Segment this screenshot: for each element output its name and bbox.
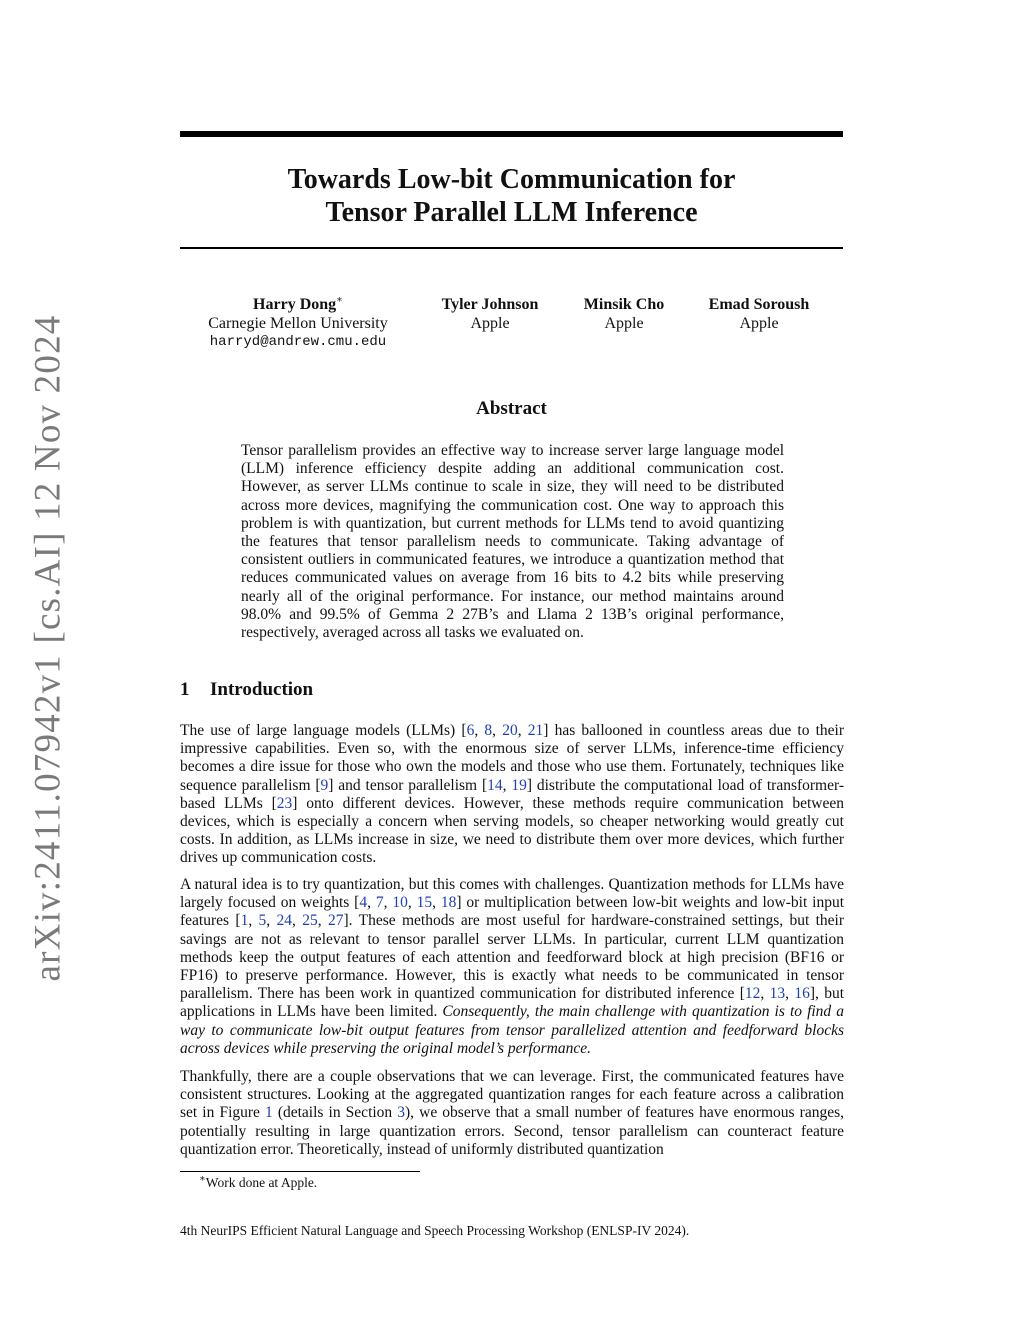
title-line-1: Towards Low-bit Communication for <box>287 164 736 195</box>
title-top-rule <box>180 131 843 137</box>
author-block-4 <box>689 295 829 333</box>
author-block-1 <box>203 295 393 352</box>
intro-paragraph-3: Thankfully, there are a couple observations that we can leverage. First, the communicated features have consistent structures. Looking at the aggregated quantization ranges for each feature across a calibration set in Figure 1 (details in Section 3), we observe that a small number of features have enormous ranges, potentially resulting in large quantization errors. Second, tensor parallelism can counteract feature quantization error. Theoretically, instead of uniformly distributed quantization <box>180 1068 844 1158</box>
citation-link[interactable]: 23 <box>276 794 293 812</box>
citation-link[interactable]: 20 <box>502 722 518 739</box>
author-name: Minsik Cho <box>583 296 665 313</box>
citation-link[interactable]: 10 <box>392 894 408 912</box>
citation-link[interactable]: 14 <box>487 776 503 794</box>
citation-link[interactable]: 25 <box>302 912 318 930</box>
author-affiliation: Apple <box>604 315 644 332</box>
author-name: Emad Soroush <box>708 296 810 313</box>
footnote <box>199 1175 317 1191</box>
footnote-rule <box>180 1171 420 1172</box>
abstract-text: Tensor parallelism provides an effective way to increase server large language model (LLM) inference efficiency despite adding an additional communication cost. However, as server LLMs continue to scale in size, they will need to be distributed across more devices, magnifying the communication cost. One way to approach this problem is with quantization, but current methods for LLMs tend to avoid quantizing the features that tensor parallelism needs to communicate. Taking advantage of consistent outliers in communicated features, we introduce a quantization method that reduces communicated values on average from 16 bits to 4.2 bits while preserving nearly all of the original performance. For instance, our method maintains around 98.0% and 99.5% of Gemma 2 27B’s and Llama 2 13B’s original performance, respectively, averaged across all tasks we evaluated on. <box>241 442 784 642</box>
citation-link[interactable]: 15 <box>416 894 433 912</box>
citation-link[interactable]: 9 <box>320 776 329 794</box>
citation-link[interactable]: 19 <box>511 776 527 794</box>
citation-link[interactable]: 27 <box>328 912 344 930</box>
citation-link[interactable]: 5 <box>258 912 267 930</box>
author-block-3 <box>564 295 684 333</box>
author-affiliation: Apple <box>470 315 510 332</box>
citation-link[interactable]: 12 <box>744 985 761 1003</box>
citation-link[interactable]: 6 <box>466 722 475 739</box>
footnote-text: Work done at Apple. <box>205 1175 318 1190</box>
author-block-2 <box>420 295 560 333</box>
citation-link[interactable]: 1 <box>240 912 249 930</box>
author-name: Tyler Johnson <box>441 296 539 313</box>
section-heading-introduction <box>180 679 313 701</box>
section-number: 1 <box>180 679 190 700</box>
figure-ref-link[interactable]: 1 <box>265 1104 273 1122</box>
citation-link[interactable]: 24 <box>276 912 293 930</box>
citation-link[interactable]: 8 <box>484 722 493 739</box>
citation-link[interactable]: 4 <box>359 894 368 912</box>
intro-paragraph-2: A natural idea is to try quantization, but this comes with challenges. Quantization methods for LLMs have largely focused on weights [4, 7, 10, 15, 18] or multiplication between low-bit weights and low-bit input features [1, 5, 24, 25, 27]. These methods are most useful for hardware-constrained settings, but their savings are not as relevant to tensor parallel server LLMs. In particular, current LLM quantization methods keep the output features of each attention and feedforward block at high precision (BF16 or FP16) to preserve performance. However, this is exactly what needs to be communicated in tensor parallelism. There has been work in quantized communication for distributed inference [12, 13, 16], but applications in LLMs have been limited. Consequently, the main challenge with quantization is to find a way to communicate low-bit output features from tensor parallelized attention and feedforward blocks across devices while preserving the original model’s performance. <box>180 876 845 1057</box>
arxiv-stamp-text: arXiv:2411.07942v1 [cs.AI] 12 Nov 2024 <box>27 314 69 982</box>
citation-link[interactable]: 16 <box>794 985 810 1003</box>
author-name: Harry Dong <box>253 296 337 313</box>
venue-footer: 4th NeurIPS Efficient Natural Language and Speech Processing Workshop (ENLSP-IV 2024). <box>180 1223 690 1238</box>
section-title: Introduction <box>210 679 314 700</box>
citation-link[interactable]: 18 <box>440 894 457 912</box>
intro-paragraph-1: The use of large language models (LLMs) [6, 8, 20, 21] has ballooned in countless areas due to their impressive capabilities. Even so, with the enormous size of server LLMs, inference-time efficiency becomes a dire issue for those who own the models and those who use them. Fortunately, techniques like sequence parallelism [9] and tensor parallelism [14, 19] distribute the computational load of transformer-based LLMs [23] onto different devices. However, these methods require communication between devices, which is especially a concern when serving models, so cheaper networking would greatly cut costs. In addition, as LLMs increase in size, we need to distribute them over more devices, which further drives up communication costs. <box>180 722 845 867</box>
author-affiliation: Carnegie Mellon University <box>208 315 388 332</box>
abstract-heading: Abstract <box>476 398 547 419</box>
footnote-mark: ∗ <box>199 1173 206 1185</box>
emphasized-challenge: Consequently, the main challenge with quantization is to find a way to communicate low-bit output features from tensor parallelized attention and feedforward blocks across devices while preserving the original model’s performance. <box>180 1003 844 1057</box>
citation-link[interactable]: 7 <box>375 894 384 912</box>
title-line-2: Tensor Parallel LLM Inference <box>325 197 698 228</box>
author-email[interactable]: harryd@andrew.cmu.edu <box>209 334 387 350</box>
citation-link[interactable]: 21 <box>527 722 544 739</box>
author-footnote-mark: ∗ <box>336 294 343 306</box>
author-affiliation: Apple <box>739 315 779 332</box>
paper-title <box>180 163 843 229</box>
citation-link[interactable]: 13 <box>769 985 786 1003</box>
title-bottom-rule <box>180 247 843 249</box>
section-ref-link[interactable]: 3 <box>397 1104 406 1122</box>
